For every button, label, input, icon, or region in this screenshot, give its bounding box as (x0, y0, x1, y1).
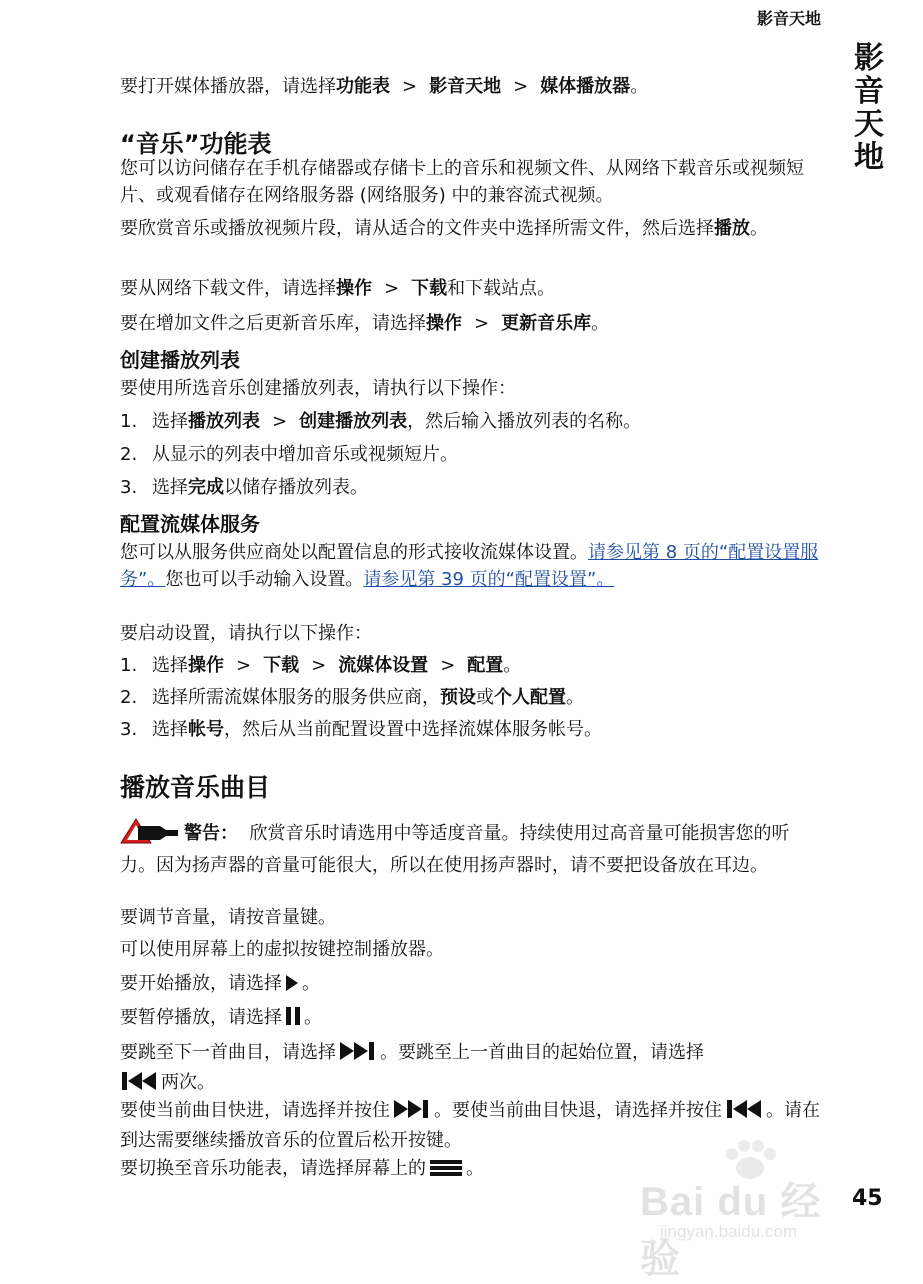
paragraph: 要跳至下一首曲目，请选择 。要跳至上一首曲目的起始位置，请选择 两次。 (120, 1039, 825, 1099)
baidu-watermark: Bai du 经验 jingyan.baidu.com (600, 1140, 830, 1250)
menu-path-2: 影音天地 (429, 76, 502, 97)
paragraph: 要在增加文件之后更新音乐库，请选择操作 > 更新音乐库。 (120, 313, 610, 334)
list-item: 3. 选择完成以储存播放列表。 (120, 477, 368, 498)
paragraph: 要调节音量，请按音量键。 (120, 907, 336, 928)
link-config-settings[interactable]: 请参见第 39 页的“配置设置”。 (363, 569, 615, 590)
list-item: 2. 从显示的列表中增加音乐或视频短片。 (120, 444, 458, 465)
play-icon (285, 973, 299, 1000)
paragraph: 要欣赏音乐或播放视频片段，请从适合的文件夹中选择所需文件，然后选择播放。 (120, 218, 768, 239)
next-icon (393, 1099, 431, 1127)
pause-icon (285, 1006, 301, 1034)
list-item: 3. 选择帐号，然后从当前配置设置中选择流媒体服务帐号。 (120, 719, 602, 740)
menu-path-3: 媒体播放器 (540, 76, 631, 97)
paragraph: 要使当前曲目快进，请选择并按住 。要使当前曲目快退，请选择并按住 。请在到达需要继续播放音乐的位置后松开按键。 (120, 1100, 820, 1151)
list-item: 2. 选择所需流媒体服务的服务供应商，预设或个人配置。 (120, 687, 584, 708)
paragraph: 要切换至音乐功能表，请选择屏幕上的 。 (120, 1155, 825, 1185)
list-item: 1. 选择播放列表 > 创建播放列表，然后输入播放列表的名称。 (120, 411, 642, 432)
subsection-heading-streaming: 配置流媒体服务 (120, 512, 260, 536)
section-heading-music-menu: “音乐”功能表 (120, 130, 272, 158)
next-icon (339, 1041, 377, 1069)
paragraph: 可以使用屏幕上的虚拟按键控制播放器。 (120, 939, 444, 960)
paragraph: 要启动设置，请执行以下操作： (120, 623, 372, 644)
page-number: 45 (852, 1186, 883, 1211)
menu-path-1: 功能表 (336, 76, 390, 97)
link-config-service[interactable]: 请参见第 8 页的“配置设置服务”。 (120, 542, 819, 590)
previous-icon (120, 1071, 158, 1099)
paragraph: 要从网络下载文件，请选择操作 > 下载和下载站点。 (120, 278, 556, 299)
menu-icon (429, 1158, 463, 1185)
section-heading-play-music: 播放音乐曲目 (120, 773, 271, 802)
paragraph: 您可以从服务供应商处以配置信息的形式接收流媒体设置。请参见第 8 页的“配置设置服务”。您也可以手动输入设置。请参见第 39 页的“配置设置”。 (120, 542, 819, 590)
previous-icon (725, 1099, 763, 1127)
paragraph: 您可以访问储存在手机存储器或存储卡上的音乐和视频文件、从网络下载音乐或视频短片、或观看储存在网络服务器 (网络服务) 中的兼容流式视频。 (120, 158, 804, 206)
warning-icon (120, 818, 180, 852)
running-header: 影音天地 (756, 9, 821, 28)
subsection-heading-playlist: 创建播放列表 (120, 348, 240, 372)
paragraph: 要使用所选音乐创建播放列表，请执行以下操作： (120, 378, 516, 399)
paragraph: 要开始播放，请选择 。 (120, 970, 825, 1000)
paragraph: 要暂停播放，请选择 。 (120, 1004, 825, 1034)
warning-paragraph: 警告： 欣赏音乐时请选用中等适度音量。持续使用过高音量可能损害您的听力。因为扬声器的音量可能很大，所以在使用扬声器时，请不要把设备放在耳边。 (120, 818, 825, 879)
list-item: 1. 选择操作 > 下载 > 流媒体设置 > 配置。 (120, 655, 522, 676)
intro-paragraph: 要打开媒体播放器，请选择功能表 > 影音天地 > 媒体播放器。 (120, 76, 649, 97)
side-tab-label: 影音天地 (854, 41, 884, 175)
